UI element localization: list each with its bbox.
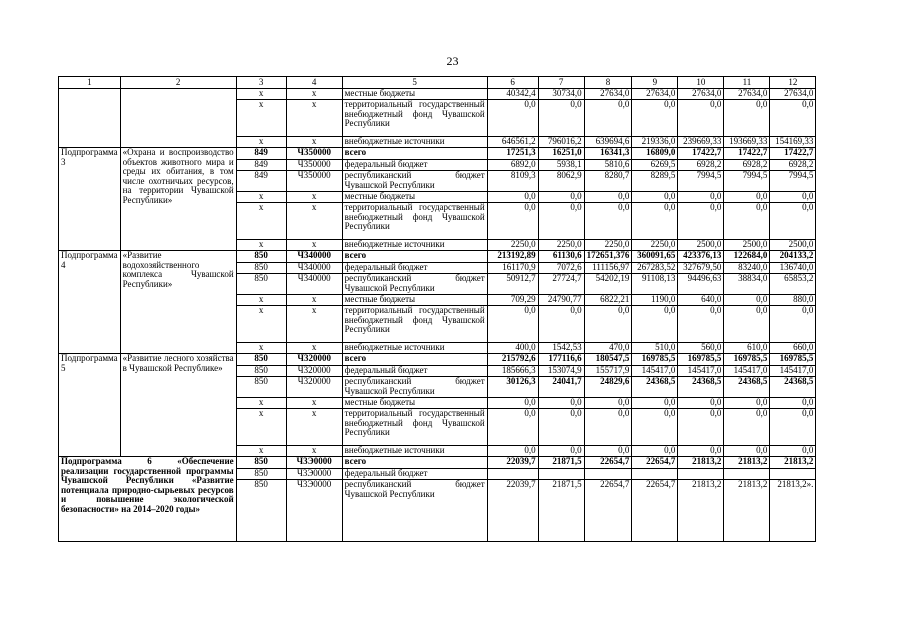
- value-cell: 709,29: [487, 295, 538, 306]
- value-cell: 136740,0: [770, 263, 816, 274]
- kbk-cell: 849: [236, 171, 286, 192]
- kbk-cell: х: [236, 343, 286, 354]
- code-cell: х: [286, 100, 342, 137]
- subprogram-label: Подпрограмма 4: [59, 251, 121, 354]
- value-cell: 7994,5: [770, 171, 816, 192]
- value-cell: 0,0: [538, 192, 584, 203]
- value-cell: 6892,0: [487, 160, 538, 171]
- source-cell: республиканский бюджет Чувашской Республики: [342, 480, 487, 542]
- kbk-cell: 849: [236, 148, 286, 160]
- code-cell: Ч340000: [286, 274, 342, 295]
- kbk-cell: 850: [236, 377, 286, 398]
- value-cell: 0,0: [538, 100, 584, 137]
- value-cell: 0,0: [770, 446, 816, 457]
- kbk-cell: 849: [236, 160, 286, 171]
- value-cell: [632, 469, 678, 480]
- code-cell: х: [286, 89, 342, 100]
- value-cell: 16809,0: [632, 148, 678, 160]
- value-cell: 22039,7: [487, 457, 538, 469]
- page-number: 23: [446, 54, 459, 68]
- source-cell: республиканский бюджет Чувашской Республики: [342, 171, 487, 192]
- value-cell: 0,0: [487, 192, 538, 203]
- value-cell: 0,0: [678, 192, 724, 203]
- value-cell: 27634,0: [632, 89, 678, 100]
- value-cell: 169785,5: [678, 354, 724, 366]
- value-cell: 122684,0: [724, 251, 770, 263]
- value-cell: 91108,13: [632, 274, 678, 295]
- value-cell: 21813,2: [724, 457, 770, 469]
- kbk-cell: 850: [236, 457, 286, 469]
- source-cell: внебюджетные источники: [342, 137, 487, 148]
- code-cell: х: [286, 203, 342, 240]
- source-cell: территориальный государственный внебюджетный фонд Чувашской Республики: [342, 203, 487, 240]
- value-cell: 24368,5: [632, 377, 678, 398]
- value-cell: 30126,3: [487, 377, 538, 398]
- value-cell: 0,0: [724, 446, 770, 457]
- header-cell: 4: [286, 77, 342, 89]
- value-cell: 22654,7: [632, 480, 678, 542]
- value-cell: 27634,0: [584, 89, 632, 100]
- value-cell: 0,0: [632, 398, 678, 409]
- value-cell: 0,0: [678, 100, 724, 137]
- header-cell: 5: [342, 77, 487, 89]
- value-cell: 27724,7: [538, 274, 584, 295]
- value-cell: 24829,6: [584, 377, 632, 398]
- code-cell: Ч3Э0000: [286, 469, 342, 480]
- source-cell: федеральный бюджет: [342, 160, 487, 171]
- value-cell: 27634,0: [724, 89, 770, 100]
- value-cell: 0,0: [632, 203, 678, 240]
- source-cell: федеральный бюджет: [342, 263, 487, 274]
- value-cell: 6928,2: [724, 160, 770, 171]
- code-cell: Ч320000: [286, 354, 342, 366]
- value-cell: 2250,0: [538, 240, 584, 251]
- value-cell: 169785,5: [770, 354, 816, 366]
- value-cell: 22654,7: [584, 480, 632, 542]
- value-cell: 38834,0: [724, 274, 770, 295]
- value-cell: 0,0: [770, 398, 816, 409]
- value-cell: 0,0: [487, 203, 538, 240]
- source-cell: всего: [342, 354, 487, 366]
- empty-cell: [120, 89, 236, 148]
- value-cell: 154169,33: [770, 137, 816, 148]
- table-row: [59, 457, 816, 469]
- value-cell: 0,0: [632, 409, 678, 446]
- kbk-cell: х: [236, 192, 286, 203]
- kbk-cell: 850: [236, 366, 286, 377]
- code-cell: Ч350000: [286, 171, 342, 192]
- value-cell: 0,0: [724, 306, 770, 343]
- kbk-cell: 850: [236, 251, 286, 263]
- value-cell: 8109,3: [487, 171, 538, 192]
- source-cell: местные бюджеты: [342, 89, 487, 100]
- value-cell: 155717,9: [584, 366, 632, 377]
- source-cell: внебюджетные источники: [342, 240, 487, 251]
- value-cell: 0,0: [678, 446, 724, 457]
- value-cell: 169785,5: [632, 354, 678, 366]
- header-cell: 10: [678, 77, 724, 89]
- value-cell: 640,0: [678, 295, 724, 306]
- source-cell: местные бюджеты: [342, 295, 487, 306]
- source-cell: республиканский бюджет Чувашской Республики: [342, 377, 487, 398]
- value-cell: 193669,33: [724, 137, 770, 148]
- value-cell: [678, 469, 724, 480]
- kbk-cell: 850: [236, 263, 286, 274]
- value-cell: 27634,0: [678, 89, 724, 100]
- value-cell: 0,0: [538, 398, 584, 409]
- code-cell: х: [286, 306, 342, 343]
- financing-table: [58, 76, 816, 542]
- code-cell: х: [286, 398, 342, 409]
- value-cell: 0,0: [584, 192, 632, 203]
- value-cell: 7072,6: [538, 263, 584, 274]
- value-cell: 180547,5: [584, 354, 632, 366]
- value-cell: 660,0: [770, 343, 816, 354]
- value-cell: 1190,0: [632, 295, 678, 306]
- subprogram-title: Подпрограмма 6 «Обеспечение реализации государственной программы Чувашской Республики «Развитие потенциала природно-сырьевых ресурсов и повышение экологической безопасности» на 2014–2020 годы»: [59, 457, 237, 542]
- value-cell: 16251,0: [538, 148, 584, 160]
- source-cell: всего: [342, 251, 487, 263]
- value-cell: 204133,2: [770, 251, 816, 263]
- value-cell: 0,0: [678, 203, 724, 240]
- kbk-cell: х: [236, 409, 286, 446]
- value-cell: 185666,3: [487, 366, 538, 377]
- value-cell: 24368,5: [770, 377, 816, 398]
- value-cell: 21813,2: [678, 457, 724, 469]
- value-cell: 145417,0: [724, 366, 770, 377]
- value-cell: 21871,5: [538, 480, 584, 542]
- subprogram-label: Подпрограмма 5: [59, 354, 121, 457]
- value-cell: 0,0: [724, 409, 770, 446]
- value-cell: 2250,0: [584, 240, 632, 251]
- code-cell: Ч3Э0000: [286, 480, 342, 542]
- value-cell: 400,0: [487, 343, 538, 354]
- value-cell: 0,0: [538, 446, 584, 457]
- value-cell: 24790,77: [538, 295, 584, 306]
- kbk-cell: х: [236, 398, 286, 409]
- value-cell: 0,0: [770, 306, 816, 343]
- value-cell: 17422,7: [678, 148, 724, 160]
- source-cell: федеральный бюджет: [342, 366, 487, 377]
- value-cell: 22039,7: [487, 480, 538, 542]
- code-cell: Ч320000: [286, 377, 342, 398]
- header-cell: 7: [538, 77, 584, 89]
- value-cell: 0,0: [487, 306, 538, 343]
- value-cell: 0,0: [584, 398, 632, 409]
- table-row: [59, 148, 816, 160]
- value-cell: 0,0: [724, 203, 770, 240]
- value-cell: 161170,9: [487, 263, 538, 274]
- value-cell: 2500,0: [770, 240, 816, 251]
- header-cell: 8: [584, 77, 632, 89]
- value-cell: 215792,6: [487, 354, 538, 366]
- kbk-cell: х: [236, 89, 286, 100]
- code-cell: Ч350000: [286, 148, 342, 160]
- value-cell: 0,0: [724, 192, 770, 203]
- subprogram-title: «Охрана и воспроизводство объектов животного мира и среды их обитания, в том числе охотничьих ресурсов, на территории Чувашской Республики»: [120, 148, 236, 251]
- header-cell: 9: [632, 77, 678, 89]
- value-cell: 0,0: [678, 409, 724, 446]
- value-cell: 172651,376: [584, 251, 632, 263]
- code-cell: Ч340000: [286, 251, 342, 263]
- table-row: [59, 251, 816, 263]
- value-cell: 5810,6: [584, 160, 632, 171]
- value-cell: 0,0: [632, 100, 678, 137]
- value-cell: 6822,21: [584, 295, 632, 306]
- value-cell: 0,0: [770, 100, 816, 137]
- kbk-cell: х: [236, 100, 286, 137]
- value-cell: 8289,5: [632, 171, 678, 192]
- value-cell: 1542,53: [538, 343, 584, 354]
- code-cell: Ч350000: [286, 160, 342, 171]
- value-cell: 0,0: [632, 446, 678, 457]
- value-cell: [584, 469, 632, 480]
- value-cell: 0,0: [724, 100, 770, 137]
- header-cell: 1: [59, 77, 121, 89]
- code-cell: х: [286, 343, 342, 354]
- value-cell: 0,0: [770, 203, 816, 240]
- value-cell: 30734,0: [538, 89, 584, 100]
- value-cell: 560,0: [678, 343, 724, 354]
- header-cell: 11: [724, 77, 770, 89]
- value-cell: 153074,9: [538, 366, 584, 377]
- value-cell: 0,0: [538, 203, 584, 240]
- value-cell: 219336,0: [632, 137, 678, 148]
- value-cell: 61130,6: [538, 251, 584, 263]
- value-cell: 21813,2: [770, 457, 816, 469]
- header-cell: 6: [487, 77, 538, 89]
- source-cell: всего: [342, 148, 487, 160]
- value-cell: 639694,6: [584, 137, 632, 148]
- value-cell: [487, 469, 538, 480]
- code-cell: х: [286, 137, 342, 148]
- value-cell: 646561,2: [487, 137, 538, 148]
- kbk-cell: 850: [236, 480, 286, 542]
- subprogram-label: Подпрограмма 3: [59, 148, 121, 251]
- value-cell: 65853,2: [770, 274, 816, 295]
- value-cell: 54202,19: [584, 274, 632, 295]
- value-cell: 21813,2: [724, 480, 770, 542]
- code-cell: Ч3Э0000: [286, 457, 342, 469]
- source-cell: федеральный бюджет: [342, 469, 487, 480]
- header-cell: 2: [120, 77, 236, 89]
- kbk-cell: 850: [236, 469, 286, 480]
- value-cell: 177116,6: [538, 354, 584, 366]
- value-cell: 6928,2: [678, 160, 724, 171]
- header-row: [59, 77, 816, 89]
- value-cell: 510,0: [632, 343, 678, 354]
- kbk-cell: х: [236, 240, 286, 251]
- value-cell: 8280,7: [584, 171, 632, 192]
- value-cell: [724, 469, 770, 480]
- value-cell: 8062,9: [538, 171, 584, 192]
- value-cell: 880,0: [770, 295, 816, 306]
- source-cell: всего: [342, 457, 487, 469]
- value-cell: 0,0: [538, 306, 584, 343]
- code-cell: Ч340000: [286, 263, 342, 274]
- value-cell: 470,0: [584, 343, 632, 354]
- value-cell: 0,0: [584, 409, 632, 446]
- source-cell: местные бюджеты: [342, 192, 487, 203]
- header-cell: 12: [770, 77, 816, 89]
- value-cell: 94496,63: [678, 274, 724, 295]
- value-cell: 17422,7: [770, 148, 816, 160]
- value-cell: 5938,1: [538, 160, 584, 171]
- value-cell: 0,0: [584, 306, 632, 343]
- value-cell: 145417,0: [770, 366, 816, 377]
- kbk-cell: х: [236, 137, 286, 148]
- value-cell: 169785,5: [724, 354, 770, 366]
- value-cell: 0,0: [770, 409, 816, 446]
- kbk-cell: 850: [236, 274, 286, 295]
- kbk-cell: 850: [236, 354, 286, 366]
- value-cell: 0,0: [584, 100, 632, 137]
- value-cell: 50912,7: [487, 274, 538, 295]
- value-cell: [538, 469, 584, 480]
- value-cell: 7994,5: [724, 171, 770, 192]
- value-cell: 2500,0: [678, 240, 724, 251]
- value-cell: 0,0: [487, 398, 538, 409]
- value-cell: 21871,5: [538, 457, 584, 469]
- value-cell: 267283,52: [632, 263, 678, 274]
- value-cell: 24368,5: [678, 377, 724, 398]
- table-row: [59, 89, 816, 100]
- value-cell: 27634,0: [770, 89, 816, 100]
- value-cell: 423376,13: [678, 251, 724, 263]
- kbk-cell: х: [236, 203, 286, 240]
- value-cell: 6269,5: [632, 160, 678, 171]
- source-cell: внебюджетные источники: [342, 343, 487, 354]
- value-cell: 239669,33: [678, 137, 724, 148]
- empty-cell: [59, 89, 121, 148]
- value-cell: 0,0: [584, 446, 632, 457]
- value-cell: 0,0: [584, 203, 632, 240]
- value-cell: 21813,2: [678, 480, 724, 542]
- value-cell: 40342,4: [487, 89, 538, 100]
- value-cell: 2250,0: [632, 240, 678, 251]
- value-cell: 24368,5: [724, 377, 770, 398]
- value-cell: 17251,3: [487, 148, 538, 160]
- subprogram-title: «Развитие лесного хозяйства в Чувашской Республике»: [120, 354, 236, 457]
- value-cell: 0,0: [678, 398, 724, 409]
- value-cell: 0,0: [487, 409, 538, 446]
- code-cell: х: [286, 409, 342, 446]
- source-cell: внебюджетные источники: [342, 446, 487, 457]
- value-cell: 22654,7: [632, 457, 678, 469]
- table-row: [59, 354, 816, 366]
- subprogram-title: «Развитие водохозяйственного комплекса Чувашской Республики»: [120, 251, 236, 354]
- value-cell: 0,0: [487, 100, 538, 137]
- value-cell: 796016,2: [538, 137, 584, 148]
- header-cell: 3: [236, 77, 286, 89]
- value-cell: 0,0: [770, 192, 816, 203]
- code-cell: х: [286, 240, 342, 251]
- code-cell: х: [286, 192, 342, 203]
- value-cell: 145417,0: [678, 366, 724, 377]
- value-cell: 21813,2».: [770, 480, 816, 542]
- kbk-cell: х: [236, 446, 286, 457]
- value-cell: 327679,50: [678, 263, 724, 274]
- value-cell: 6928,2: [770, 160, 816, 171]
- code-cell: х: [286, 295, 342, 306]
- value-cell: 0,0: [487, 446, 538, 457]
- value-cell: 16341,3: [584, 148, 632, 160]
- value-cell: 0,0: [678, 306, 724, 343]
- kbk-cell: х: [236, 306, 286, 343]
- source-cell: территориальный государственный внебюджетный фонд Чувашской Республики: [342, 409, 487, 446]
- value-cell: 111156,97: [584, 263, 632, 274]
- value-cell: 24041,7: [538, 377, 584, 398]
- code-cell: Ч320000: [286, 366, 342, 377]
- value-cell: 610,0: [724, 343, 770, 354]
- value-cell: 17422,7: [724, 148, 770, 160]
- kbk-cell: х: [236, 295, 286, 306]
- code-cell: х: [286, 446, 342, 457]
- value-cell: 2500,0: [724, 240, 770, 251]
- value-cell: 22654,7: [584, 457, 632, 469]
- value-cell: 0,0: [632, 192, 678, 203]
- value-cell: 360091,65: [632, 251, 678, 263]
- value-cell: 0,0: [724, 398, 770, 409]
- source-cell: территориальный государственный внебюджетный фонд Чувашской Республики: [342, 100, 487, 137]
- value-cell: 213192,89: [487, 251, 538, 263]
- value-cell: 83240,0: [724, 263, 770, 274]
- value-cell: 0,0: [724, 295, 770, 306]
- value-cell: 2250,0: [487, 240, 538, 251]
- value-cell: 0,0: [538, 409, 584, 446]
- value-cell: 0,0: [632, 306, 678, 343]
- source-cell: территориальный государственный внебюджетный фонд Чувашской Республики: [342, 306, 487, 343]
- value-cell: 7994,5: [678, 171, 724, 192]
- value-cell: [770, 469, 816, 480]
- source-cell: республиканский бюджет Чувашской Республики: [342, 274, 487, 295]
- source-cell: местные бюджеты: [342, 398, 487, 409]
- value-cell: 145417,0: [632, 366, 678, 377]
